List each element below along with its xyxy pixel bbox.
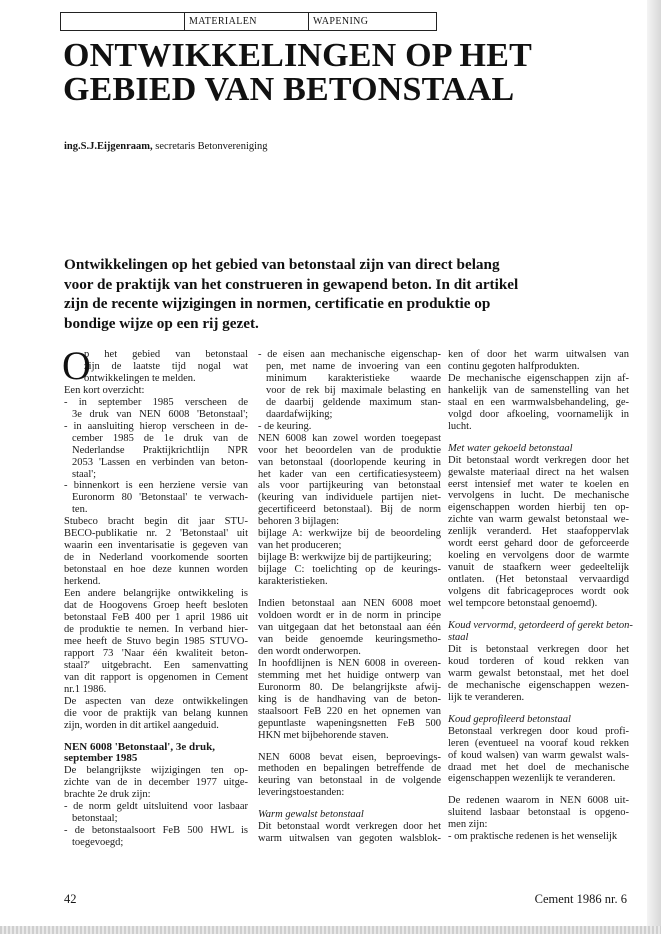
- text-line: De aspecten van deze ontwikkelingen: [64, 695, 248, 707]
- text-line: staalsoort FeB 220 en het opnemen van: [258, 705, 441, 717]
- text-line: eigenschappen worden hierbij ten op-: [448, 502, 629, 514]
- title-line: ONTWIKKELINGEN OP HET: [63, 37, 532, 74]
- text-line: Euronorm 80. De belangrijkste afwij-: [258, 681, 441, 693]
- text-line: continu gegoten halfprodukten.: [448, 360, 580, 372]
- text-line: koud torderen of koud rekken van: [448, 655, 629, 667]
- text-line: Een andere belangrijke ontwikkeling is: [64, 588, 248, 600]
- text-line: - de betonstaalsoort FeB 500 HWL is: [64, 825, 248, 837]
- text-line: vanuit de staafkern weer gedeeltelijk: [448, 562, 629, 574]
- author-line: [64, 141, 268, 152]
- text-line: 3e druk van NEN 6008 'Betonstaal';: [72, 408, 248, 420]
- text-line: bijlage C: toelichting op de keurings-: [258, 564, 441, 576]
- text-line: van betonstaal (doorlopende keuring in: [258, 456, 441, 468]
- text-line: sluitend lasbaar betonstaal is opgeno-: [448, 807, 629, 819]
- text-line: - om praktische redenen is het wenselijk: [448, 831, 618, 843]
- text-line: lucht.: [448, 420, 472, 432]
- header-cell-blank: [61, 13, 184, 30]
- text-line: gecertificeerd betonstaal). Bij de norm: [258, 504, 441, 516]
- drop-cap: O: [62, 343, 91, 388]
- subheading-koud-vervormd-cont: staal: [448, 631, 469, 643]
- text-line: In hoofdlijnen is NEN 6008 in overeen-: [258, 657, 441, 669]
- text-line: eigenschappen wezenlijk te veranderen.: [448, 773, 616, 785]
- text-column-3: [448, 349, 633, 843]
- text-line: brachte 2e druk zijn:: [64, 789, 151, 801]
- text-line: - de eisen aan mechanische eigenschap-: [258, 349, 441, 360]
- subheading-koud-geprofileerd: Koud geprofileerd betonstaal: [448, 713, 571, 725]
- text-line: de mechanische eigenschappen wezen-: [448, 679, 629, 691]
- lead-paragraph: [64, 255, 604, 333]
- text-line: voor het beoordelen van de produktie: [258, 444, 441, 456]
- text-line: pen, met name de invoering van een: [266, 360, 441, 372]
- text-line: Euronorm 80 'Betonstaal' te verwach-: [72, 492, 248, 504]
- text-column-1: [62, 343, 248, 849]
- text-line: volgens dit fabricageproces wordt ook: [448, 586, 629, 598]
- text-line: Nederlandse Praktijkrichtlijn NPR: [72, 444, 248, 456]
- text-line: toegevoegd;: [72, 837, 124, 849]
- text-line: leveringstoestanden:: [258, 787, 345, 799]
- subheading-koud-vervormd: Koud vervormd, getordeerd of gerekt beton-: [448, 620, 633, 632]
- lead-line: Ontwikkelingen op het gebied van betonstaal zijn van direct belang: [64, 256, 500, 273]
- lead-line: bondige wijze op een rij gezet.: [64, 314, 259, 332]
- text-line: vervolgens in lucht. De mechanische: [448, 490, 629, 502]
- text-line: zijn de laatste tijd nogal wat: [84, 360, 248, 372]
- text-line: - binnenkort is een herziene versie van: [64, 480, 248, 492]
- text-line: staal';: [72, 468, 97, 480]
- text-line: - in september 1985 verscheen de: [64, 396, 248, 408]
- text-line: of koud walsen) van warm gewalst wals-: [448, 749, 629, 761]
- text-line: zichte van warm gewalst betonstaal we-: [448, 514, 629, 526]
- text-line: die voor de praktijk van belang kunnen: [64, 707, 248, 719]
- text-line: king is de handhaving van de beton-: [258, 693, 441, 705]
- journal-issue: Cement 1986 nr. 6: [534, 892, 627, 906]
- text-line: Dit betonstaal wordt verkregen door het: [258, 821, 441, 833]
- text-line: betonstaal;: [72, 813, 118, 825]
- text-line: (keuring van individuele partijen niet-: [258, 492, 441, 504]
- text-line: ken of door het warm uitwalsen van: [448, 349, 629, 360]
- text-line: Dit is betonstaal verkregen door het: [448, 643, 629, 655]
- section-header: [60, 12, 437, 31]
- subheading-water-gekoeld: Met water gekoeld betonstaal: [448, 442, 573, 454]
- text-line: rapport 73 'Naar één kwaliteit beton-: [64, 647, 248, 659]
- text-line: zenlijk veranderd. Het staafoppervlak: [448, 526, 629, 538]
- text-line: hankelijk van de samenstelling van het: [448, 384, 629, 396]
- text-line: - de keuring.: [258, 420, 312, 432]
- text-line: voor de rek bij maximale belasting en: [266, 384, 441, 396]
- text-line: den wordt onderworpen.: [258, 645, 361, 657]
- text-line: ontlaten. (Het betonstaal vervaardigd: [448, 574, 629, 586]
- text-line: als voor partijkeuring van betonstaal: [258, 480, 441, 492]
- text-line: staal en een warmwalsbehandeling, ge-: [448, 396, 629, 408]
- header-cell-materialen: MATERIALEN: [184, 13, 308, 30]
- text-line: het kader van een certificatiesysteem): [258, 468, 441, 480]
- text-line: van beide genoemde keuringsmetho-: [258, 633, 441, 645]
- text-line: draad met het doel de mechanische: [448, 761, 629, 773]
- text-line: bijlage B: werkwijze bij de partijkeuring;: [258, 552, 432, 564]
- lead-line: voor de praktijk van het construeren in gewapend beton. In dit artikel: [64, 275, 519, 293]
- text-line: De redenen waarom in NEN 6008 uit-: [448, 795, 629, 807]
- text-line: wordt eerst gehard door de geforceerde: [448, 538, 629, 550]
- text-line: leren (eventueel na vooraf koud rekken: [448, 737, 629, 749]
- text-line: De belangrijkste wijzigingen ten op-: [64, 765, 248, 777]
- text-line: De mechanische eigenschappen zijn af-: [448, 372, 629, 384]
- article-title: [63, 39, 623, 107]
- page-number: 42: [64, 892, 77, 906]
- text-line: Betonstaal verkregen door koud profi-: [448, 725, 629, 737]
- text-line: gepuntlaste wapeningsnetten FeB 500: [258, 717, 441, 729]
- text-line: daardafwijking;: [266, 408, 333, 420]
- text-line: keuring van betonstaal in de volgende: [258, 775, 441, 787]
- text-line: koeling en vervolgens door de warmte: [448, 550, 629, 562]
- author-name: ing.S.J.Eijgenraam,: [64, 141, 153, 152]
- text-line: karakteristieken.: [258, 576, 328, 588]
- text-line: lijk te veranderen.: [448, 691, 525, 703]
- text-line: men zijn:: [448, 819, 488, 831]
- text-line: Indien betonstaal aan NEN 6008 moet: [258, 598, 441, 610]
- text-line: methoden en bepalingen betreffende de: [258, 763, 441, 775]
- text-line: ten.: [72, 504, 88, 516]
- text-line: volgd door afkoeling, voornamelijk in: [448, 408, 629, 420]
- text-line: behoren 3 bijlagen:: [258, 516, 340, 528]
- text-line: de produktie te nemen. In verband hier-: [64, 623, 248, 635]
- text-line: van het produceren;: [258, 540, 342, 552]
- text-line: cember 1985 de 1e druk van de: [72, 432, 248, 444]
- text-line: van dit rapport is opgenomen in Cement: [64, 671, 248, 683]
- text-line: ontwikkelingen te melden.: [84, 372, 196, 384]
- text-line: - in aansluiting hierop verscheen in de-: [64, 420, 248, 432]
- text-line: minimum karakteristieke waarde: [266, 372, 441, 384]
- page-bottom-edge: [0, 926, 661, 934]
- text-line: Stubeco bracht begin dit jaar STU-: [64, 516, 248, 528]
- text-line: stemming met het huidige ontwerp van: [258, 669, 441, 681]
- page-edge-shadow: [647, 0, 661, 934]
- text-line: NEN 6008 bevat eisen, beproevings-: [258, 751, 441, 763]
- text-line: zichte van de in december 1977 uitge-: [64, 777, 248, 789]
- text-line: eerst intensief met water te koelen en: [448, 478, 629, 490]
- text-line: BECO-publikatie nr. 2 'Betonstaal' uit: [64, 528, 248, 540]
- subheading-nen6008: september 1985: [64, 752, 138, 765]
- text-line: p het gebied van betonstaal: [84, 349, 248, 360]
- text-line: warm uitwalsen van gegoten walsblok-: [258, 833, 441, 845]
- title-line: GEBIED VAN BETONSTAAL: [63, 71, 515, 108]
- text-line: nr.1 1986.: [64, 683, 107, 695]
- text-line: NEN 6008 kan zowel worden toegepast: [258, 432, 441, 444]
- lead-line: zijn de recente wijzigingen in normen, certificatie en produktie op: [64, 295, 491, 312]
- subheading-nen6008: NEN 6008 'Betonstaal', 3e druk,: [64, 740, 215, 753]
- text-line: betonstaal en hoe deze kunnen worden: [64, 564, 248, 576]
- text-line: bijlage A: werkwijze bij de beoordeling: [258, 528, 441, 540]
- text-line: Dit betonstaal wordt verkregen door het: [448, 454, 629, 466]
- text-line: warm gewalst betonstaal, met het doel: [448, 667, 629, 679]
- text-line: staal?' uitgebracht. Een samenvatting: [64, 659, 248, 671]
- text-line: mee heeft de Stuvo begin 1985 STUVO-: [64, 635, 248, 647]
- text-line: gewalste materiaal direct na het walsen: [448, 466, 629, 478]
- text-line: dat de Hoogovens Groep heeft besloten: [64, 600, 248, 612]
- text-line: wel tempcore betonstaal genoemd).: [448, 598, 598, 610]
- text-line: 2053 'Lassen en verbinden van beton-: [72, 456, 248, 468]
- text-line: herkend.: [64, 576, 101, 588]
- text-line: de daarbij geldende maximum stan-: [266, 396, 441, 408]
- text-column-2: [258, 349, 441, 845]
- text-line: waarin een inventarisatie is gegeven van: [64, 540, 248, 552]
- text-line: van uitgegaan dat het betonstaal aan één: [258, 621, 441, 633]
- header-cell-wapening: WAPENING: [308, 13, 436, 30]
- opening-paragraph: [62, 343, 248, 388]
- text-line: de in Nederland voorkomende soorten: [64, 552, 248, 564]
- author-role: secretaris Betonvereniging: [152, 141, 268, 152]
- text-line: HKN met bijbehorende staven.: [258, 729, 389, 741]
- text-line: betonstaal FeB 400 per 1 april 1986 uit: [64, 611, 248, 623]
- text-line: voldoen wordt er in de norm in principe: [258, 610, 441, 622]
- text-line: - de norm geldt uitsluitend voor lasbaar: [64, 801, 248, 813]
- text-line: Een kort overzicht:: [64, 384, 145, 396]
- text-line: zijn, worden in dit artikel aangeduid.: [64, 719, 219, 731]
- subheading-warm-gewalst: Warm gewalst betonstaal: [258, 809, 364, 821]
